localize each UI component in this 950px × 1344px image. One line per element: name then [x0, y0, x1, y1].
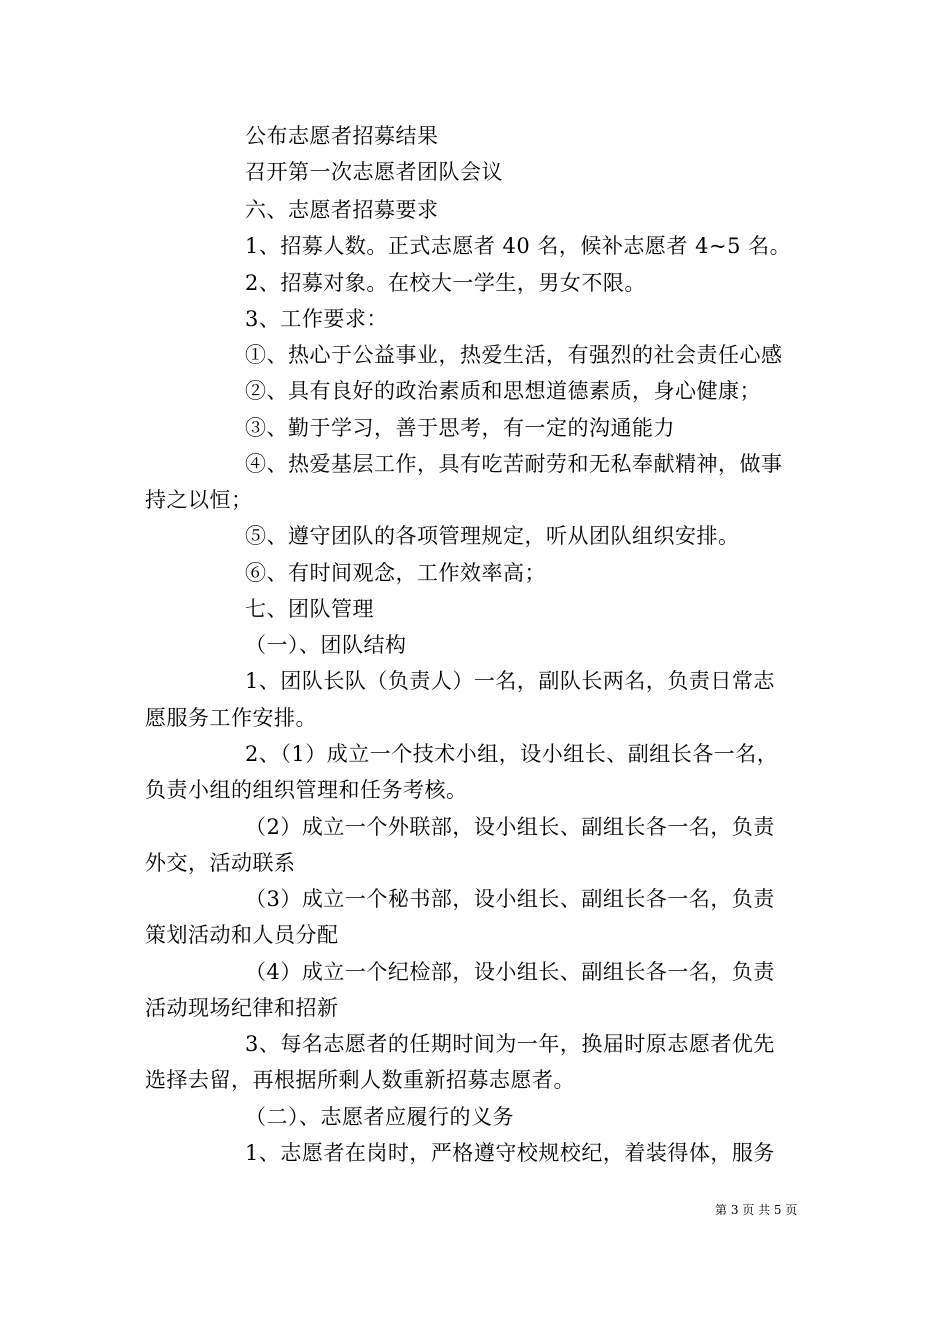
page-number-footer: 第 3 页 共 5 页	[715, 1203, 798, 1217]
text-line: 1、志愿者在岗时，严格遵守校规校纪，着装得体，服务	[245, 1141, 775, 1165]
text-line: ①、热心于公益事业，热爱生活，有强烈的社会责任心感	[245, 343, 783, 367]
text-line: 召开第一次志愿者团队会议	[245, 160, 503, 184]
text-line: ②、具有良好的政治素质和思想道德素质，身心健康；	[245, 379, 761, 403]
text-line: ③、勤于学习，善于思考，有一定的沟通能力	[245, 416, 675, 440]
section-heading: 六、志愿者招募要求	[245, 198, 439, 222]
subsection-heading: （一）、团队结构	[245, 633, 407, 657]
text-line: 3、工作要求：	[245, 307, 388, 331]
text-line: 1、团队长队（负责人）一名，副队长两名，负责日常志	[245, 669, 775, 693]
text-line: 选择去留，再根据所剩人数重新招募志愿者。	[145, 1068, 575, 1092]
text-line: （2）成立一个外联部，设小组长、副组长各一名，负责	[245, 815, 775, 839]
text-line: 愿服务工作安排。	[145, 706, 317, 730]
text-line: ⑥、有时间观念，工作效率高；	[245, 561, 546, 585]
section-heading: 七、团队管理	[245, 597, 374, 621]
text-line: （4）成立一个纪检部，设小组长、副组长各一名，负责	[245, 960, 775, 984]
text-line: ④、热爱基层工作，具有吃苦耐劳和无私奉献精神，做事	[245, 452, 783, 476]
text-line: （3）成立一个秘书部，设小组长、副组长各一名，负责	[245, 887, 775, 911]
subsection-heading: （二）、志愿者应履行的义务	[245, 1105, 514, 1129]
text-line: 策划活动和人员分配	[145, 923, 339, 947]
text-line: ⑤、遵守团队的各项管理规定，听从团队组织安排。	[245, 524, 740, 548]
text-line: 活动现场纪律和招新	[145, 996, 339, 1020]
text-line: 外交，活动联系	[145, 851, 296, 875]
text-line: 3、每名志愿者的任期时间为一年，换届时原志愿者优先	[245, 1032, 775, 1056]
text-line: 2、招募对象。在校大一学生，男女不限。	[245, 271, 646, 295]
text-line: 负责小组的组织管理和任务考核。	[145, 778, 468, 802]
text-line: 1、招募人数。正式志愿者 40 名，候补志愿者 4~5 名。	[245, 234, 792, 258]
text-line: 2、（1）成立一个技术小组，设小组长、副组长各一名，	[245, 742, 779, 766]
text-line: 持之以恒；	[145, 488, 253, 512]
text-line: 公布志愿者招募结果	[245, 124, 439, 148]
